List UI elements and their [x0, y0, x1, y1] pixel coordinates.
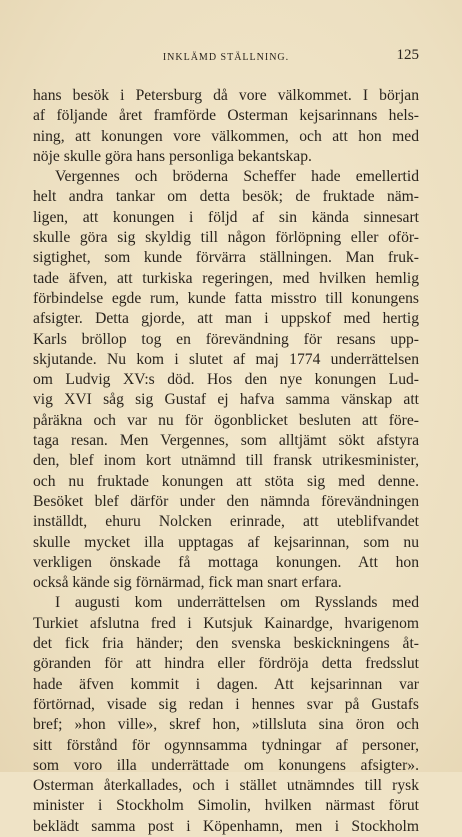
text-line: sitt förstånd för ogynnsamma tydningar af personer,	[33, 736, 419, 754]
text-line: bref; »hon ville», skref hon, »tillsluta sina öron och	[33, 716, 419, 734]
text-line: hans besök i Petersburg då vore välkommet. I början	[33, 87, 419, 104]
text-line: Besöket blef därför under den nämnda förevändningen	[33, 492, 419, 510]
text-line: skulle mycket illa upptagas af kejsarinnan, som nu	[33, 533, 419, 551]
page-number: 125	[396, 47, 419, 63]
running-head: INKLÄMD STÄLLNING.	[162, 52, 290, 63]
text-line: som voro illa underrättade om konungens afsigter».	[33, 756, 419, 774]
text-line: minister i Stockholm Simolin, hvilken närmast förut	[33, 797, 419, 815]
text-line: skulle göra sig skyldig till någon förlöpning eller oför-	[33, 229, 419, 247]
page-header	[33, 47, 419, 67]
text-line: förtörnad, visade sig redan i hennes svar på Gustafs	[33, 695, 419, 713]
text-line: vig XVI såg sig Gustaf ej hafva samma vänskap att	[33, 391, 419, 409]
text-line: Turkiet afslutna fred i Kutsjuk Kainardge, hvarigenom	[33, 614, 419, 632]
text-line: och nu fruktade konungen att stöta sig med denne.	[33, 472, 419, 490]
text-line: Vergennes och bröderna Scheffer hade emellertid	[55, 168, 419, 186]
text-line: I augusti kom underrättelsen om Rysslands med	[55, 594, 419, 612]
text-line: Karls bröllop tog en förevändning för resans upp-	[33, 330, 419, 348]
text-line: beklädt samma post i Köpenhamn, men i Stockholm	[33, 817, 419, 835]
text-line: förbindelse egde rum, kunde fatta misstro till konungens	[33, 289, 419, 307]
text-line: nöje skulle göra hans personliga bekantskap.	[33, 147, 312, 165]
text-line: tade äfven, att turkiska regeringen, med hvilken hemlig	[33, 269, 419, 287]
text-line: helt andra tankar om detta besök; de fruktade näm-	[33, 188, 419, 206]
text-line: hade äfven kommit i dagen. Att kejsarinnan var	[33, 675, 419, 693]
text-line: ning, att konungen vore välkommen, och att hon med	[33, 127, 419, 145]
text-line: sigtighet, som kunde förvärra ställningen. Man fruk-	[33, 249, 419, 267]
text-line: också kände sig förnärmad, fick man snart erfara.	[33, 574, 342, 592]
text-line: påräkna och var nu för ögonblicket besluten att före-	[33, 411, 419, 429]
text-line: af följande året framförde Osterman kejsarinnans hels-	[33, 107, 419, 125]
text-line: Osterman återkallades, och i stället utnämndes till rysk	[33, 777, 419, 795]
text-line: om Ludvig XV:s död. Hos den nye konungen Lud-	[33, 371, 419, 389]
body-text	[33, 86, 419, 837]
text-line: ligen, att konungen i följd af sin kända sinnesart	[33, 208, 419, 226]
text-line: inställdt, ehuru Nolcken erinrade, att uteblifvandet	[33, 513, 419, 531]
text-line: afsigter. Detta gjorde, att man i uppskof med hertig	[33, 310, 419, 328]
text-line: göranden för att hindra eller fördröja detta fredsslut	[33, 655, 419, 673]
text-line: det fick fria händer; den svenska beskickningens åt-	[33, 635, 419, 653]
text-line: den, blef inom kort utnämnd till fransk utrikesminister,	[33, 452, 419, 470]
text-line: verkligen önskade få mottaga konungen. Att hon	[33, 553, 419, 571]
text-line: skjutande. Nu kom i slutet af maj 1774 underrättelsen	[33, 350, 419, 368]
text-line: taga resan. Men Vergennes, som alltjämt sökt afstyra	[33, 432, 419, 450]
